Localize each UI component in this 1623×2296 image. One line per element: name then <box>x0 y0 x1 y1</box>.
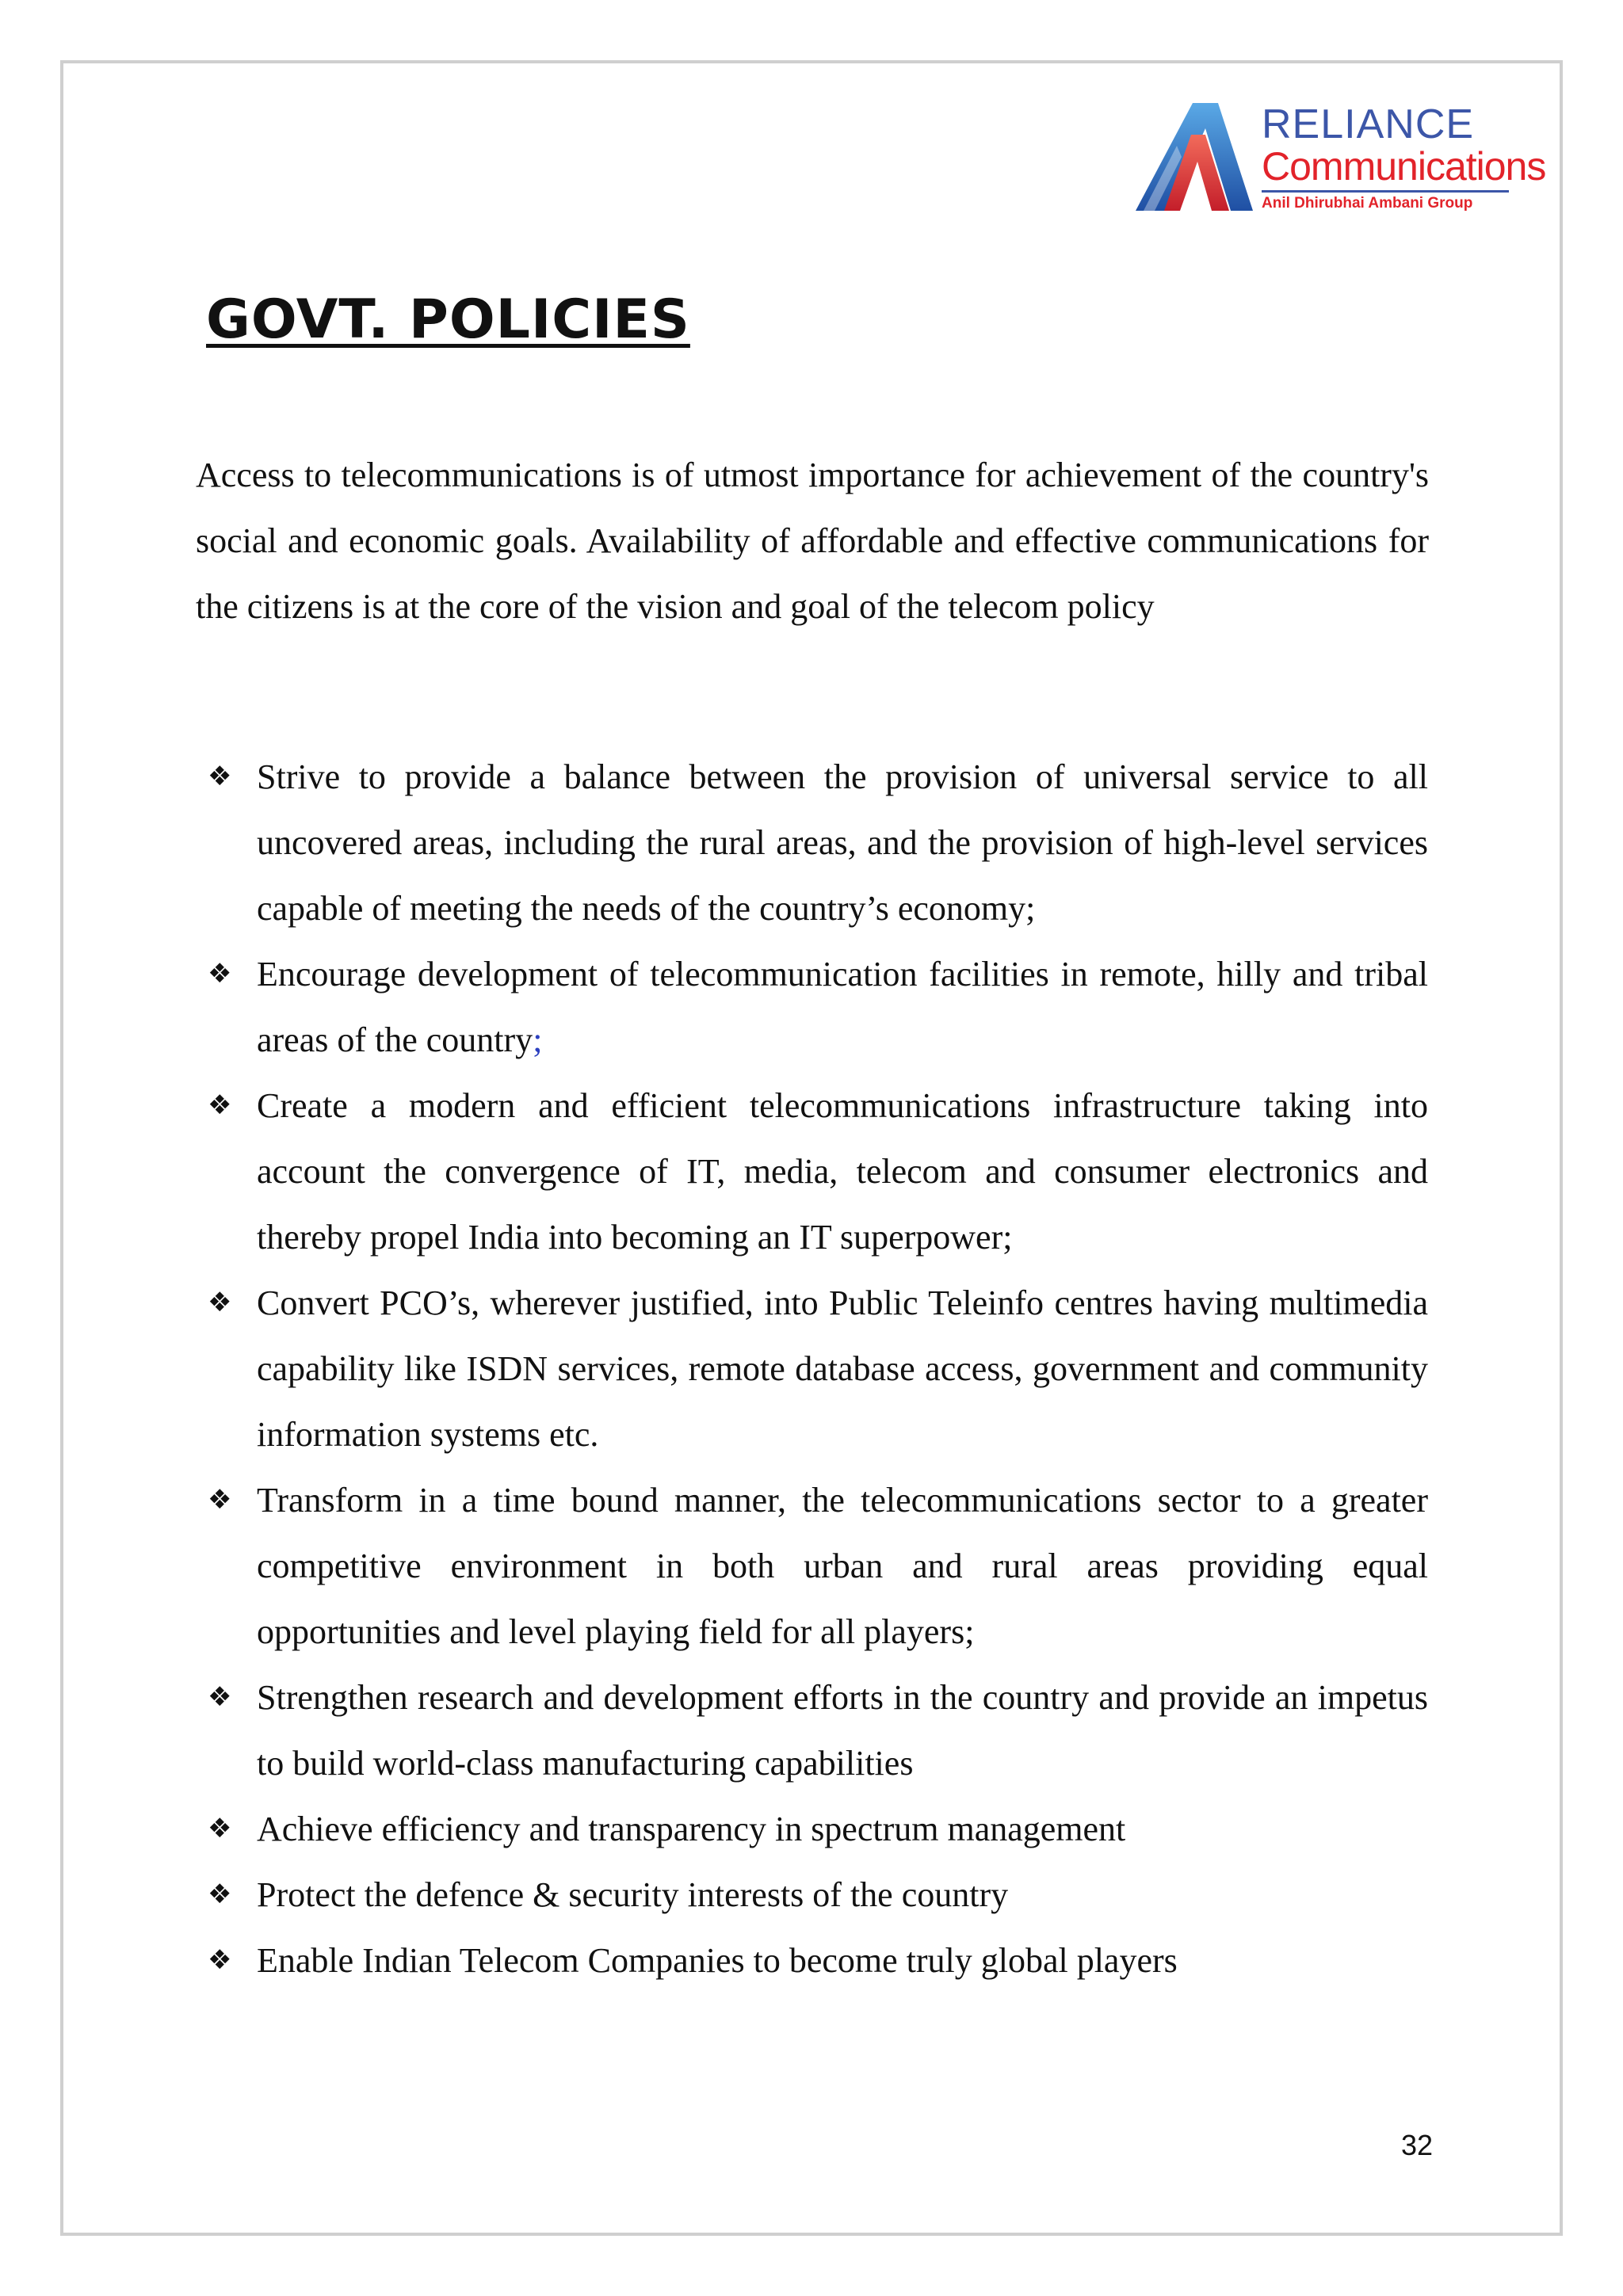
page-number: 32 <box>1400 2129 1433 2161</box>
list-item <box>208 1796 1428 1862</box>
list-item <box>208 1862 1428 1928</box>
policy-list <box>208 744 1428 1993</box>
diamond-bullet-icon: ❖ <box>208 1484 232 1516</box>
diamond-bullet-icon: ❖ <box>208 1813 232 1844</box>
page-title: GOVT. POLICIES <box>206 288 690 351</box>
policy-text: Create a modern and efficient telecommunications infrastructure taking into account the convergence of IT, media, telecom and consumer electronics and thereby propel India into becoming an IT superpower; <box>257 1086 1428 1257</box>
list-item <box>208 744 1428 941</box>
list-item <box>208 1467 1428 1665</box>
policy-text: Achieve efficiency and transparency in spectrum management <box>257 1810 1126 1848</box>
policy-text: Enable Indian Telecom Companies to become truly global players <box>257 1941 1178 1980</box>
list-item <box>208 1073 1428 1270</box>
intro-paragraph: Access to telecommunications is of utmost importance for achievement of the country's social and economic goals. Availability of affordable and effective communications for the citizens is at the core of the vision and goal of the telecom policy <box>196 456 1429 626</box>
diamond-bullet-icon: ❖ <box>208 1878 232 1910</box>
list-item <box>208 1665 1428 1796</box>
diamond-bullet-icon: ❖ <box>208 1287 232 1318</box>
logo-subtitle: Communications <box>1262 144 1546 189</box>
list-item <box>208 1928 1428 1993</box>
policy-text: Strive to provide a balance between the provision of universal service to all uncovered areas, including the rural areas, and the provision of high-level services capable of meeting the needs of the country’s economy; <box>257 757 1428 928</box>
diamond-bullet-icon: ❖ <box>208 958 232 990</box>
policy-text: Protect the defence & security interests of the country <box>257 1875 1009 1914</box>
logo-brand: RELIANCE <box>1262 101 1475 147</box>
list-item <box>208 941 1428 1073</box>
policy-text-suffix: ; <box>533 1020 543 1059</box>
list-item <box>208 1270 1428 1467</box>
diamond-bullet-icon: ❖ <box>208 1681 232 1713</box>
policy-text: Transform in a time bound manner, the telecommunications sector to a greater competitive environment in both urban and rural areas providing equal opportunities and level playing field for all players; <box>257 1481 1428 1651</box>
diamond-bullet-icon: ❖ <box>208 1089 232 1121</box>
logo-group-name: Anil Dhirubhai Ambani Group <box>1262 195 1473 212</box>
diamond-bullet-icon: ❖ <box>208 1944 232 1976</box>
reliance-a-logo-icon <box>1129 100 1256 219</box>
reliance-logo <box>1129 100 1546 219</box>
policy-text: Convert PCO’s, wherever justified, into Public Teleinfo centres having multimedia capability like ISDN services, remote database access, government and community information systems etc. <box>257 1283 1428 1454</box>
policy-text: Encourage development of telecommunication facilities in remote, hilly and tribal areas of the country <box>257 955 1428 1059</box>
policy-text: Strengthen research and development efforts in the country and provide an impetus to build world-class manufacturing capabilities <box>257 1678 1428 1783</box>
diamond-bullet-icon: ❖ <box>208 761 232 792</box>
